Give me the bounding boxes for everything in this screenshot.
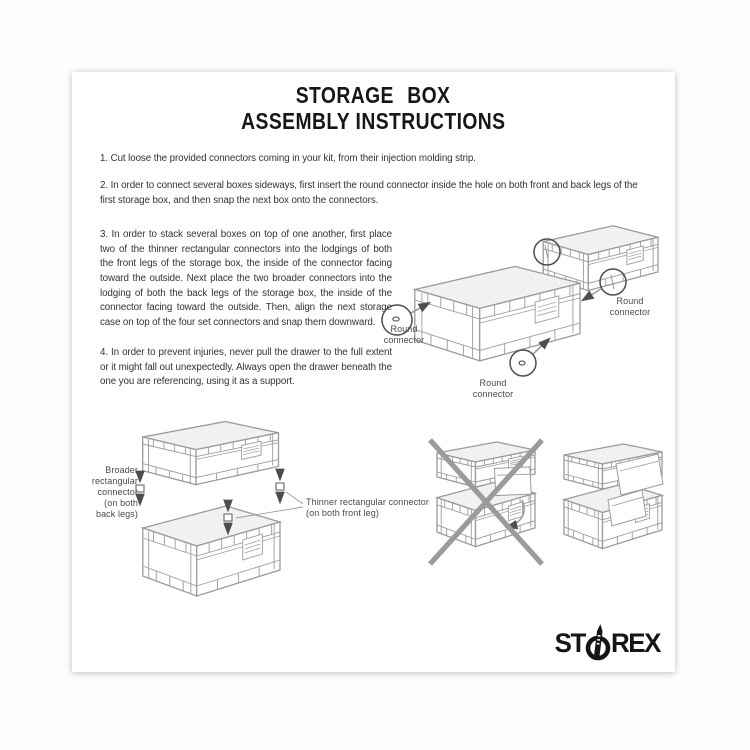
instruction-sheet-page (72, 72, 675, 672)
figure-stacking-connection (78, 410, 478, 625)
round-connector-label-left: Round connector (383, 324, 425, 345)
round-connector-label-bottom: Round connector (472, 378, 514, 399)
logo-text-right: REX (610, 627, 660, 658)
broader-connector-label: Broader rectangular connector (on both back legs) (91, 465, 138, 519)
logo-text-left: ST (555, 627, 586, 658)
thinner-connector-label: Thinner rectangular connector (on both front leg) (306, 497, 429, 518)
title-line-1: STORAGE BOX (296, 82, 451, 108)
title-line-2: ASSEMBLY INSTRUCTIONS (241, 108, 506, 134)
instruction-step-3: 3. In order to stack several boxes on top of one another, first place two of the thinner rectangular connectors into the lodgings of both the front legs of the storage box, the inside of the connector facing toward the outside. Next place the two broader connectors into the lodging of both the back legs of the storage box, the inside of the connector facing toward the outside. Then, align the next storage case on top of the four set connectors and snap them downward. (100, 229, 392, 329)
instruction-step-1: 1. Cut loose the provided connectors coming in your kit, from their injection molding strip. (100, 153, 476, 164)
figure-sideways-connection (375, 220, 675, 415)
drawer-warning-drawing (420, 424, 670, 604)
figure-drawer-warning (420, 424, 670, 604)
round-connector-label-right: Round connector (609, 296, 651, 317)
logo-tower-o-icon (585, 623, 611, 663)
instruction-step-2: 2. In order to connect several boxes sideways, first insert the round connector inside the hole on both front and back legs of the first storage box, and then snap the next box onto the connectors. (100, 180, 638, 206)
storex-logo (554, 623, 661, 663)
instruction-step-4: 4. In order to prevent injuries, never pull the drawer to the full extent or it might fall out unexpectedly. Always open the drawer beneath the one you are referencing, using it as a support. (100, 347, 392, 388)
document-title (72, 84, 675, 136)
